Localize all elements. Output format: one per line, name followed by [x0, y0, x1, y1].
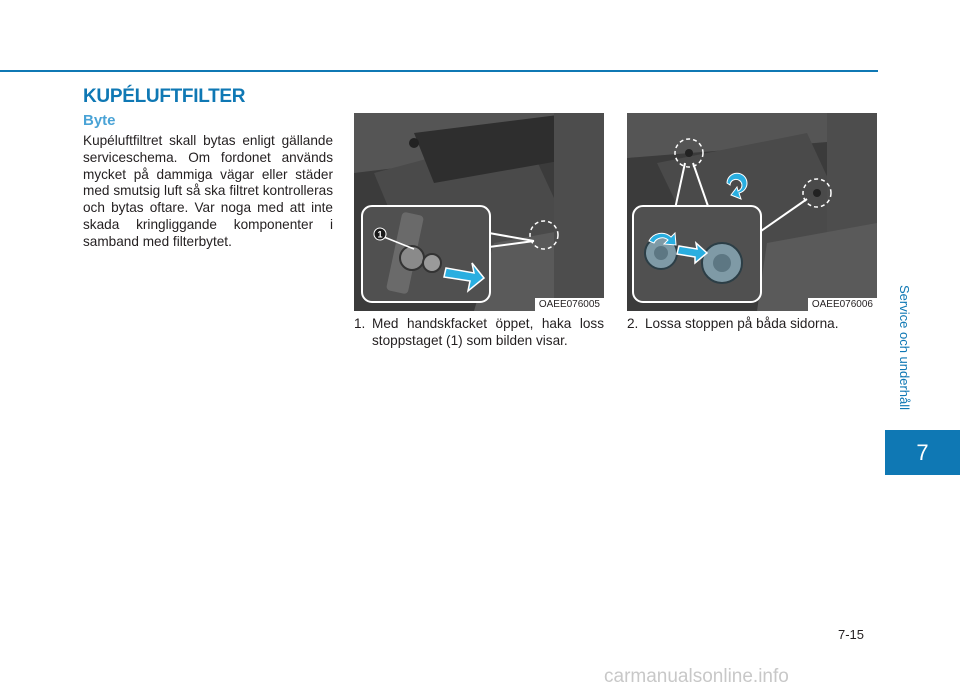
figure-stop-strap — [354, 113, 604, 311]
chapter-number-tab: 7 — [885, 430, 960, 475]
chapter-label — [897, 285, 924, 425]
intro-paragraph: Kupéluftfiltret skall bytas enligt gällande serviceschema. Om fordonet används mycket på dammiga vägar eller städer med smutsig luft så ska filtret kontrolleras och bytas oftare. Var noga med att inte skada kringliggande komponenter i samband med filterbytet. — [83, 133, 333, 249]
page-number: 7-15 — [838, 627, 865, 642]
figure-code: OAEE076006 — [808, 298, 877, 311]
step-2 — [627, 316, 877, 333]
page-title: KUPÉLUFTFILTER — [83, 86, 246, 107]
step-text: Lossa stoppen på båda sidorna. — [645, 316, 839, 331]
figure-stoppers-illustration — [627, 113, 877, 311]
section-subhead: Byte — [83, 112, 116, 129]
header-rule — [0, 70, 878, 72]
watermark: carmanualsonline.info — [604, 666, 789, 687]
figure-code: OAEE076005 — [535, 298, 604, 311]
figure-stoppers — [627, 113, 877, 311]
step-1 — [354, 316, 604, 350]
chapter-label-text: Service och underhåll — [897, 285, 912, 411]
callout-1-label: 1 — [377, 229, 383, 240]
step-number: 1. — [354, 316, 366, 331]
step-text: Med handskfacket öppet, haka loss stoppstaget (1) som bilden visar. — [372, 316, 604, 348]
step-number: 2. — [627, 316, 639, 331]
figure-stop-strap-illustration — [354, 113, 604, 311]
